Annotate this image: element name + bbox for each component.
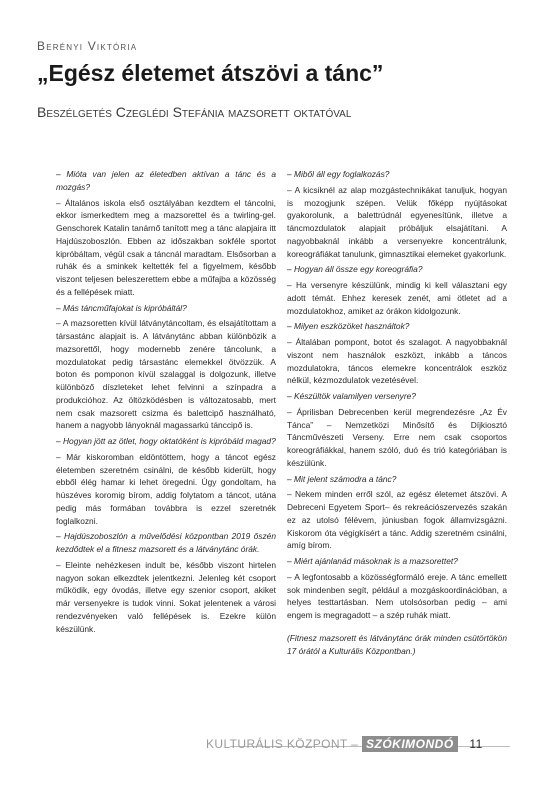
interview-question: – Más táncműfajokat is kipróbáltál?: [56, 302, 187, 313]
footer-section-label: KULTURÁLIS KÖZPONT –: [206, 737, 359, 751]
interview-answer: – Általában pompont, botot és szalagot. A nagyobbaknál viszont nem használok eszközt, inkább a táncos mozdulatokra, táncos elemekre koncentrálok eszköz nélkül, kézmozdulatok vezetésével.: [287, 337, 507, 386]
interview-question: – Mit jelent számodra a tánc?: [287, 473, 397, 484]
interview-answer: – Áprilisban Debrecenben kerül megrendezésre „Az Év Tánca” – Nemzetközi Minősítő és Díjkiosztó Táncművészeti Verseny. Erre nem csak csoportos koreográfiákkal, hanem szóló, duó és trió kategóriában is készülünk.: [287, 406, 507, 468]
closing-note: (Fitnesz mazsorett és látványtánc órák minden csütörtökön 17 órától a Kulturális Központban.): [287, 632, 507, 656]
footer-brand: SZÓKIMONDÓ: [362, 736, 458, 752]
page-number: 11: [469, 737, 483, 751]
interview-question: – Miből áll egy foglalkozás?: [287, 169, 390, 179]
interview-answer: – Nekem minden erről szól, az egész életemet átszövi. A Debreceni Egyetem Sport– és rekreációszervezés szakán ez az utolsó félévem, júniusban fogok államvizsgázni. Kiskorom óta végigkísért a tánc. Addig szeretném csinálni, amíg bírom.: [287, 489, 507, 551]
interview-question: – Milyen eszközöket használtok?: [287, 321, 410, 332]
interview-answer: – A legfontosabb a közösségformáló ereje. A tánc emellett sok mindenben segít, például a mozgáskoordinációban, a helyes testtartásban. Nem utolsósorban pedig – ami engem is megragadott – a szép ruhák miatt.: [287, 571, 507, 620]
text-column-left: [56, 168, 276, 638]
interview-question: – Hogyan áll össze egy koreográfia?: [287, 264, 423, 275]
text-column-right: [287, 168, 507, 660]
interview-answer: – Már kiskoromban eldöntöttem, hogy a táncot egész életemben szeretném csinálni, de később kiderült, hogy ebből élég hamar ki lehet öregedni. Úgy gondoltam, ha húszéves koromig bírom, addig folytatom a táncot, utána pedig más formában továbbra is ezzel szeretnék foglalkozni.: [56, 451, 276, 526]
interview-question: – Hogyan jött az ötlet, hogy oktatóként is kipróbáld magad?: [56, 436, 276, 446]
article-title: „Egész életemet átszövi a tánc”: [37, 60, 384, 86]
interview-answer: – Eleinte nehézkesen indult be, később viszont hirtelen nagyon sokan elkezdtek jelentkezni. Jelenleg két csoport működik, egy óvodás, illetve egy szenior csoport, akiket már versenyekre is tudok vinni. Sokat jelentenek a városi rendezvényeken való fellépések is. Ezekre külön készülünk.: [56, 559, 276, 634]
page-footer: [206, 737, 483, 751]
article-subtitle: Beszélgetés Czeglédi Stefánia mazsorett oktatóval: [37, 104, 352, 120]
interview-question: – Mióta van jelen az életedben aktívan a tánc és a mozgás?: [56, 169, 276, 192]
interview-answer: – A kicsiknél az alap mozgástechnikákat tanuljuk, hogyan is mozogjunk szépen. Velük főképp nyújtásokat gyakorolunk, a balettrúdnál egyenesítünk, illetve a táncmozdulatok alapjait próbáljuk elsajátítani. A nagyobbaknál inkább a versenyekre koncentrálunk, koreográfiákat tanulunk, gimnasztikai elemeket gyakorlunk.: [287, 184, 507, 259]
interview-question: – Készültök valamilyen versenyre?: [287, 391, 416, 401]
interview-question: – Miért ajánlanád másoknak is a mazsorettet?: [287, 556, 458, 566]
interview-question: – Hajdúszoboszlón a művelődési központban 2019 őszén kezdődtek el a fitnesz mazsorett és a látványtánc órák.: [56, 531, 276, 554]
interview-answer: – A mazsoretten kívül látványtáncoltam, és elsajátítottam a társastánc alapjait is. A látványtánc abban különbözik a mazsorettől, hogy modernebb zenére táncolunk, a mozdulatokat pedig társastánc elemekkel ötvözzük. A boton és pomponon kívül szalaggal is dolgozunk, illetve különböző díszleteket lehet felvinni a színpadra a produkcióhoz. Az öltözködésben is változatosabb, mert nem csak mazsorett csizma és balettcipő használható, hanem a nagyobb lányoknál magassarkú tánccipő is.: [56, 318, 276, 431]
interview-answer: – Általános iskola első osztályában kezdtem el táncolni, ekkor ismerkedtem meg a mazsorettel és a twirling-gel. Genschorek Katalin tanárnő tanított meg a tánc alapjaira itt Hajdúszoboszlón. Ebben az időszakban sokféle sportot kipróbáltam, végül csak a táncnál maradtam. Elsősorban a ruhák és a sminkek keltették fel a figyelmem, később viszont teljesen beleszerettem ebbe a műfajba a közösség és a fellépések miatt.: [56, 197, 276, 297]
interview-answer: – Ha versenyre készülünk, mindig ki kell választani egy adott témát. Ehhez keresek zenét, ami ötletet ad a mozdulatokhoz, amiket az órákon kidolgozunk.: [287, 280, 507, 316]
author-name: Berényi Viktória: [37, 39, 138, 53]
